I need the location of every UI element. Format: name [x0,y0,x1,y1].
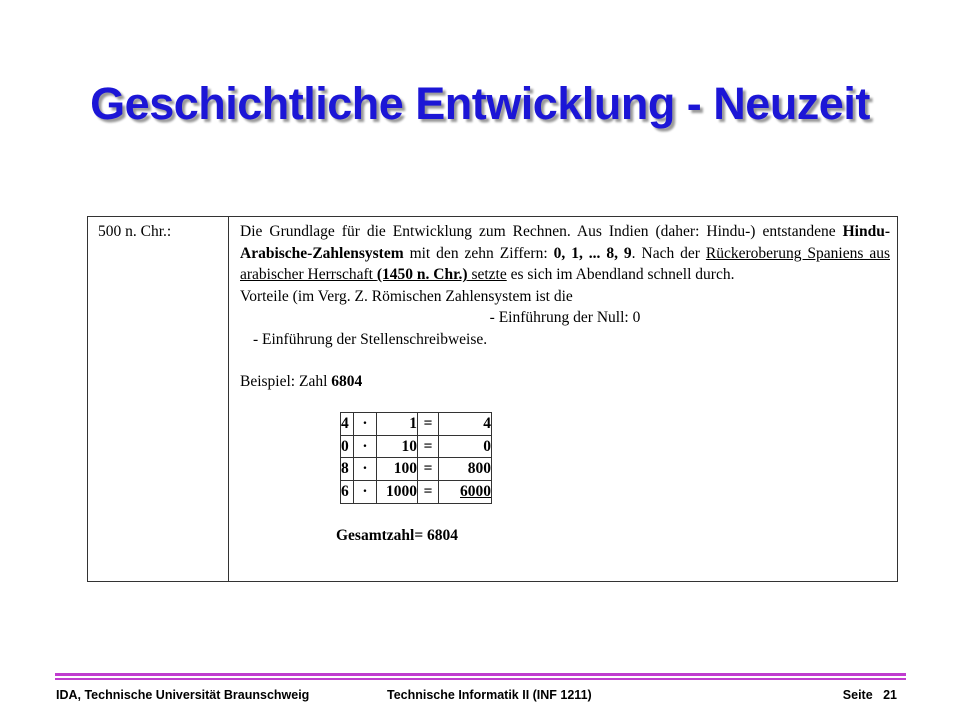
calc-row [341,435,492,458]
vorteile-line: Vorteile (im Verg. Z. Römischen Zahlensystem ist die [240,287,573,305]
calc-result: 0 [439,435,492,458]
intro-text-a: Die Grundlage für die Entwicklung zum Rechnen. Aus Indien (daher: Hindu-) entstandene [240,223,843,240]
description-cell [229,217,898,582]
calculation-table [340,412,492,503]
intro-text-i: es sich im Abendland schnell durch. [506,266,735,284]
bullet-null: - Einführung der Null: 0 [489,309,641,327]
calc-digit: 4 [341,413,354,436]
calc-equals: = [418,480,439,503]
date-cell: 500 n. Chr.: [88,217,229,582]
calc-row [341,480,492,503]
calc-operator: · [354,458,377,481]
bullet-stellenschreibweise: - Einführung der Stellenschreibweise. [253,330,488,348]
spacer [240,351,890,371]
calc-factor: 1 [377,413,418,436]
calc-equals: = [418,458,439,481]
intro-text-h: setzte [467,266,507,284]
calc-factor: 10 [377,435,418,458]
example-label: Beispiel: Zahl [240,372,332,390]
digits-list: 0, 1, ... 8, 9 [553,244,632,262]
calc-result: 800 [439,458,492,481]
calc-operator: · [354,480,377,503]
calc-digit: 6 [341,480,354,503]
footer-institution: IDA, Technische Universität Braunschweig [56,688,310,702]
example-line [240,371,890,393]
calc-row [341,413,492,436]
intro-text-e: . Nach der [631,244,706,262]
example-number: 6804 [331,372,363,390]
spacer [240,392,890,412]
reconquest-year: (1450 n. Chr.) [376,266,468,284]
calc-equals: = [418,413,439,436]
reconquest-text: Rückeroberung Spaniens aus arabischer Herrschaft [240,244,890,284]
calc-row [341,458,492,481]
calc-operator: · [354,413,377,436]
intro-text-c: mit den zehn Ziffern: [403,244,554,262]
footer-course: Technische Informatik II (INF 1211) [387,688,592,702]
footer-page-number: Seite 21 [842,688,897,702]
intro-paragraph [240,221,890,286]
calc-factor: 1000 [377,480,418,503]
calc-factor: 100 [377,458,418,481]
total-line: Gesamtzahl= 6804 [336,526,459,544]
calc-result: 4 [439,413,492,436]
calc-result: 6000 [439,480,492,503]
footer-rule [55,673,906,676]
footer-rule [55,678,906,680]
slide-title: Geschichtliche Entwicklung - Neuzeit [90,78,870,129]
calc-equals: = [418,435,439,458]
calc-digit: 8 [341,458,354,481]
content-table [87,216,898,582]
calc-operator: · [354,435,377,458]
number-system-name: Hindu-Arabische-Zahlensystem [240,223,890,262]
calc-digit: 0 [341,435,354,458]
